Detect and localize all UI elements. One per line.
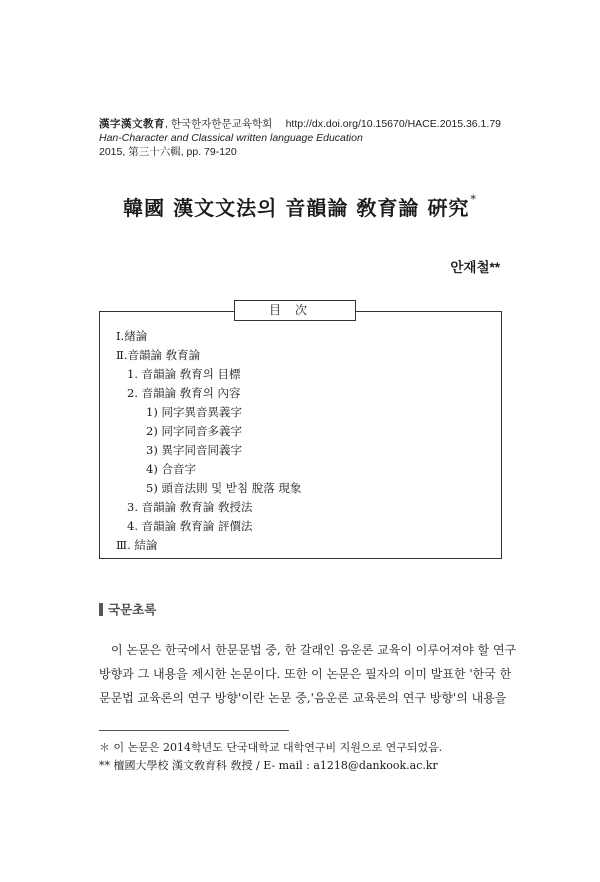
toc-item: 5) 頭音法則 및 받침 脫落 現象 [146,481,302,495]
journal-english-name: Han-Character and Classical written language Education [99,132,363,144]
title-footnote-mark: * [470,193,477,207]
journal-korean-name: , 한국한자한문교육학회 [165,118,273,130]
toc-item: 2. 音韻論 敎育의 內容 [127,386,241,400]
toc-item: 1) 同字異音異義字 [146,405,242,419]
toc-item: 1. 音韻論 敎育의 目標 [127,367,241,381]
footnote-divider [99,730,289,731]
footnote-author-affiliation: ** 檀國大學校 漢文敎育科 敎授 / E- mail : a1218@dankook.ac.kr [99,759,438,772]
toc-item: 4) 合音字 [146,462,196,476]
paper-title-text: 韓國 漢文文法의 音韻論 敎育論 硏究 [123,196,470,220]
toc-item: 4. 音韻論 敎育論 評價法 [127,519,253,533]
author-name: 안재철** [450,260,500,275]
journal-issue: 2015, 第三十六輯, pp. 79-120 [99,146,237,158]
toc-item: Ⅱ.音韻論 敎育論 [116,348,201,362]
abstract-body [99,638,517,710]
toc-item: 2) 同字同音多義字 [146,424,242,438]
footnote-funding: ＊ 이 논문은 2014학년도 단국대학교 대학연구비 지원으로 연구되었음. [99,741,443,754]
abstract-line: 문문법 교육론의 연구 방향'이란 논문 중,'음운론 교육론의 연구 방향'의 내용을 [99,691,507,705]
abstract-heading [99,600,156,618]
abstract-heading-text: 국문초록 [108,603,157,617]
journal-seal: 漢字漢文教育 [99,118,165,130]
toc-item: Ⅲ. 結論 [116,538,158,552]
toc-item: 3) 異字同音同義字 [146,443,242,457]
toc-item: Ⅰ.緖論 [116,329,148,343]
toc-list [116,327,301,555]
toc-heading: 目次 [234,300,356,321]
paper-title [0,192,600,221]
toc-item: 3. 音韻論 敎育論 敎授法 [127,500,253,514]
doi-link[interactable]: http://dx.doi.org/10.15670/HACE.2015.36.1.79 [285,118,501,130]
abstract-line: 이 논문은 한국에서 한문문법 중, 한 갈래인 음운론 교육이 이루어져야 할 연구 [111,643,517,657]
heading-bar-marker [99,603,103,616]
abstract-line: 방향과 그 내용을 제시한 논문이다. 또한 이 논문은 필자의 이미 발표한 '한국 한 [99,667,512,681]
